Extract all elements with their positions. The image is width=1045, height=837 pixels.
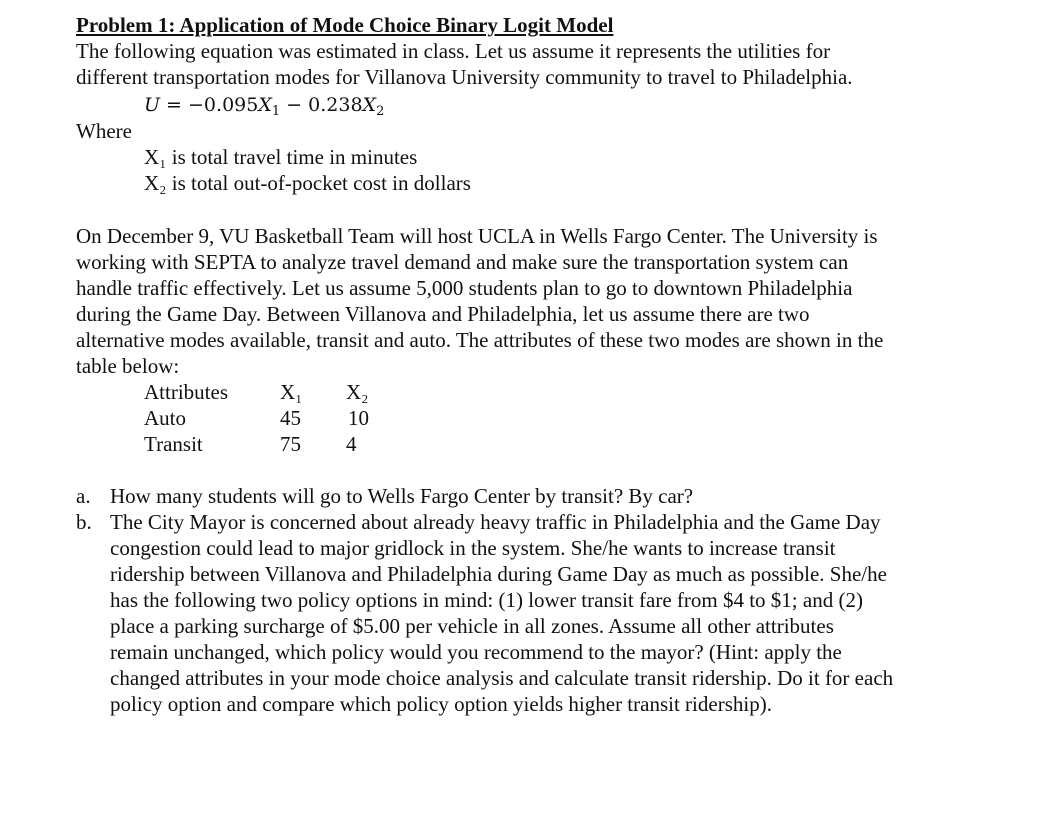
table-header-x2: X₂	[346, 380, 369, 404]
intro-line: The following equation was estimated in class. Let us assume it represents the utilities for	[76, 39, 831, 63]
paragraph-line: handle traffic effectively. Let us assume 5,000 students plan to go to downtown Philadelphia	[76, 276, 853, 300]
table-header-x1: X₁	[280, 380, 303, 404]
where-label: Where	[76, 119, 132, 143]
equation-x1: X	[258, 94, 272, 116]
definition-x2: X₂ is total out-of-pocket cost in dollars	[144, 171, 471, 195]
table-header-attributes: Attributes	[144, 380, 228, 404]
question-b-line: changed attributes in your mode choice analysis and calculate transit ridership. Do it for each	[110, 666, 894, 690]
equation-x1-sub: 1	[271, 104, 281, 119]
equation-x2-sub: 2	[376, 104, 385, 119]
paragraph-line: On December 9, VU Basketball Team will host UCLA in Wells Fargo Center. The University is	[76, 224, 878, 248]
intro-line: different transportation modes for Villanova University community to travel to Philadelphia.	[76, 65, 853, 89]
equation-term2: − 0.238	[280, 94, 363, 116]
question-b-line: place a parking surcharge of $5.00 per vehicle in all zones. Assume all other attributes	[110, 614, 834, 638]
definition-x1: X₁ is total travel time in minutes	[144, 145, 418, 169]
paragraph-line: working with SEPTA to analyze travel demand and make sure the transportation system can	[76, 250, 849, 274]
paragraph-line: table below:	[76, 354, 180, 378]
question-b-line: congestion could lead to major gridlock in the system. She/he wants to increase transit	[110, 536, 836, 560]
paragraph-line: alternative modes available, transit and auto. The attributes of these two modes are shown in the	[76, 328, 884, 352]
question-b-line: ridership between Villanova and Philadelphia during Game Day as much as possible. She/he	[110, 562, 887, 586]
question-b-marker: b.	[76, 510, 92, 534]
question-b-line: The City Mayor is concerned about already heavy traffic in Philadelphia and the Game Day	[110, 510, 881, 534]
equation-term1: = −0.095	[160, 94, 259, 116]
problem-title: Problem 1: Application of Mode Choice Binary Logit Model	[76, 13, 614, 37]
table-cell-x2: 10	[348, 406, 369, 430]
question-b-line: remain unchanged, which policy would you recommend to the mayor? (Hint: apply the	[110, 640, 842, 664]
question-a-marker: a.	[76, 484, 91, 508]
table-cell-mode: Transit	[144, 432, 203, 456]
equation-x2: X	[362, 94, 377, 116]
paragraph-line: during the Game Day. Between Villanova and Philadelphia, let us assume there are two	[76, 302, 810, 326]
utility-equation	[144, 92, 384, 125]
question-b-line: has the following two policy options in mind: (1) lower transit fare from $4 to $1; and (2)	[110, 588, 863, 612]
table-cell-x1: 75	[280, 432, 301, 456]
table-cell-mode: Auto	[144, 406, 186, 430]
question-b-line: policy option and compare which policy option yields higher transit ridership).	[110, 692, 772, 716]
question-a-line: How many students will go to Wells Fargo Center by transit? By car?	[110, 484, 694, 508]
equation-lhs: U	[144, 94, 161, 116]
table-cell-x1: 45	[280, 406, 301, 430]
table-cell-x2: 4	[346, 432, 357, 456]
